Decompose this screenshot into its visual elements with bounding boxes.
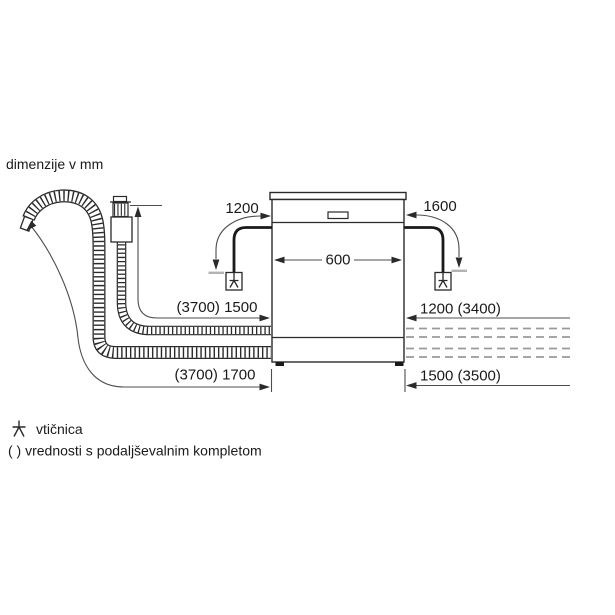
- door-handle: [328, 212, 348, 219]
- supply-hose-body: [122, 240, 272, 331]
- arrow-right-icon: [261, 213, 272, 220]
- arrow-up-icon: [135, 207, 142, 218]
- arrow-left-icon: [406, 315, 417, 322]
- aquastop-box: [111, 217, 132, 242]
- supply-hose-corrugation: [122, 240, 272, 331]
- foot-right: [395, 362, 404, 366]
- foot-left: [276, 362, 285, 366]
- dim-power-cord-left: 1200: [225, 200, 259, 217]
- tap-connector-cap: [114, 197, 127, 202]
- page-title: dimenzije v mm: [6, 156, 104, 172]
- socket-icon: [13, 421, 26, 437]
- arrow-down-icon: [213, 260, 220, 271]
- socket-icon-left: [226, 273, 242, 291]
- arrow-right-icon: [260, 315, 271, 322]
- arrow-right-icon: [260, 384, 271, 391]
- threaded-fitting: [113, 203, 128, 217]
- power-cable-right: [404, 228, 443, 273]
- supply-hose-outline: [122, 240, 272, 331]
- dim-curve-cord-left: [216, 216, 261, 259]
- arrow-left-icon: [406, 212, 417, 219]
- dim-curve-cord-right: [417, 215, 460, 257]
- socket-icon-right: [435, 273, 451, 291]
- legend-socket-label: vtičnica: [36, 421, 83, 437]
- dim-supply-hose-right: 1200 (3400): [420, 300, 501, 318]
- worktop-edge: [270, 193, 406, 200]
- arrow-down-icon: [456, 258, 463, 269]
- dim-drain-hose-right: 1500 (3500): [420, 367, 501, 385]
- dim-drain-hose-left: (3700) 1700: [174, 366, 256, 384]
- dim-supply-hose-left: (3700) 1500: [176, 299, 258, 316]
- dishwasher-outline: [270, 193, 406, 367]
- power-cable-left: [234, 228, 272, 273]
- hose-extension-dashes: [406, 329, 570, 358]
- legend: [8, 421, 262, 459]
- legend-extension-label: ( ) vrednosti s podaljševalnim kompletom: [8, 442, 262, 459]
- dim-appliance-width: 600: [325, 251, 351, 269]
- arrow-left-icon: [406, 382, 417, 389]
- dim-power-cord-right: 1600: [423, 198, 457, 215]
